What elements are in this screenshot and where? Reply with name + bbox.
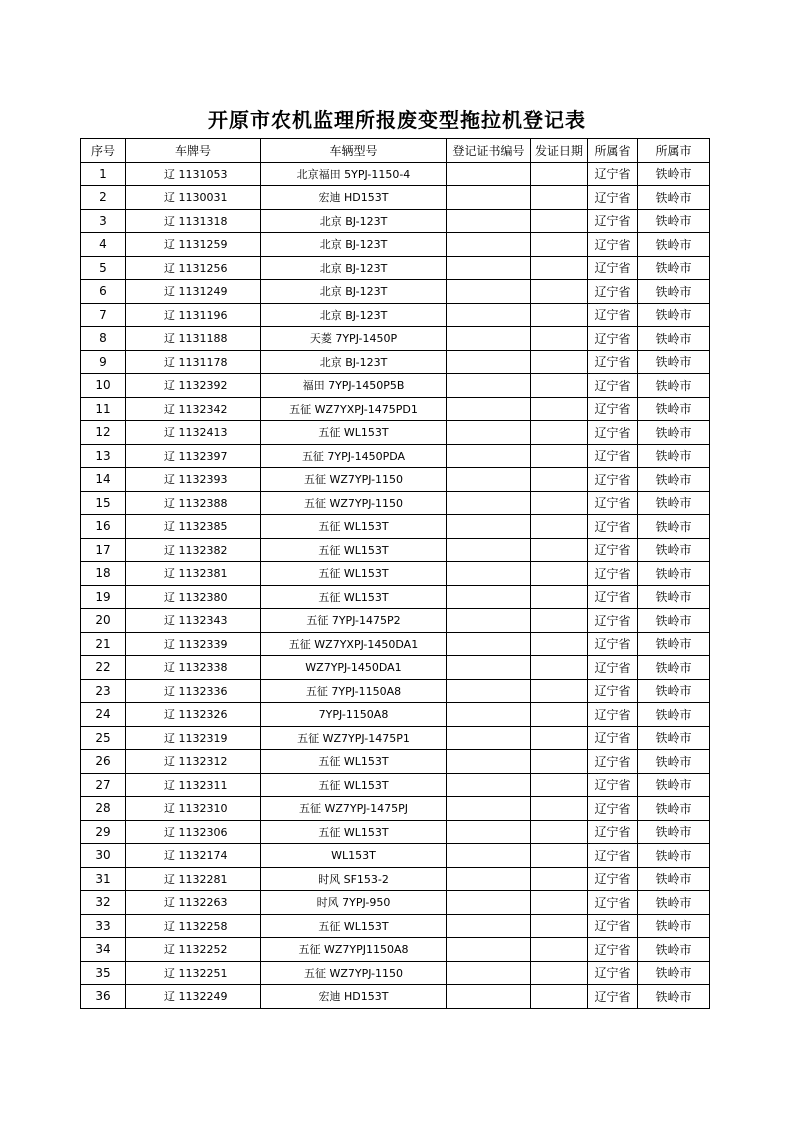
cell-city: 铁岭市 xyxy=(638,421,710,445)
cell-plate-number: 辽 1132388 xyxy=(126,491,261,515)
cell-plate-number: 辽 1132258 xyxy=(126,914,261,938)
cell-issue-date xyxy=(531,867,588,891)
cell-city: 铁岭市 xyxy=(638,444,710,468)
cell-serial-no: 28 xyxy=(81,797,126,821)
cell-certificate-number xyxy=(447,397,531,421)
cell-vehicle-model: 五征 WZ7YPJ-1150 xyxy=(261,468,447,492)
cell-serial-no: 27 xyxy=(81,773,126,797)
cell-vehicle-model: 五征 WL153T xyxy=(261,914,447,938)
cell-issue-date xyxy=(531,303,588,327)
cell-province: 辽宁省 xyxy=(588,374,638,398)
cell-serial-no: 13 xyxy=(81,444,126,468)
table-row xyxy=(81,726,710,750)
cell-certificate-number xyxy=(447,256,531,280)
cell-issue-date xyxy=(531,679,588,703)
cell-issue-date xyxy=(531,186,588,210)
cell-issue-date xyxy=(531,421,588,445)
cell-issue-date xyxy=(531,515,588,539)
cell-issue-date xyxy=(531,280,588,304)
cell-province: 辽宁省 xyxy=(588,797,638,821)
cell-serial-no: 1 xyxy=(81,162,126,186)
cell-serial-no: 33 xyxy=(81,914,126,938)
cell-certificate-number xyxy=(447,632,531,656)
table-row xyxy=(81,327,710,351)
cell-plate-number: 辽 1132339 xyxy=(126,632,261,656)
cell-serial-no: 10 xyxy=(81,374,126,398)
cell-city: 铁岭市 xyxy=(638,797,710,821)
header-serial-no: 序号 xyxy=(81,139,126,163)
cell-plate-number: 辽 1132382 xyxy=(126,538,261,562)
cell-plate-number: 辽 1132251 xyxy=(126,961,261,985)
header-plate-number: 车牌号 xyxy=(126,139,261,163)
cell-vehicle-model: WZ7YPJ-1450DA1 xyxy=(261,656,447,680)
cell-vehicle-model: 五征 WZ7YXPJ-1475PD1 xyxy=(261,397,447,421)
cell-province: 辽宁省 xyxy=(588,656,638,680)
cell-province: 辽宁省 xyxy=(588,303,638,327)
table-row xyxy=(81,820,710,844)
table-row xyxy=(81,585,710,609)
cell-city: 铁岭市 xyxy=(638,914,710,938)
cell-serial-no: 29 xyxy=(81,820,126,844)
cell-plate-number: 辽 1132385 xyxy=(126,515,261,539)
cell-certificate-number xyxy=(447,867,531,891)
cell-vehicle-model: 北京福田 5YPJ-1150-4 xyxy=(261,162,447,186)
cell-plate-number: 辽 1132393 xyxy=(126,468,261,492)
cell-serial-no: 25 xyxy=(81,726,126,750)
cell-serial-no: 21 xyxy=(81,632,126,656)
cell-serial-no: 26 xyxy=(81,750,126,774)
table-row xyxy=(81,538,710,562)
cell-city: 铁岭市 xyxy=(638,891,710,915)
cell-issue-date xyxy=(531,726,588,750)
cell-plate-number: 辽 1131188 xyxy=(126,327,261,351)
cell-plate-number: 辽 1132252 xyxy=(126,938,261,962)
cell-certificate-number xyxy=(447,656,531,680)
cell-plate-number: 辽 1131196 xyxy=(126,303,261,327)
cell-province: 辽宁省 xyxy=(588,162,638,186)
cell-certificate-number xyxy=(447,679,531,703)
cell-province: 辽宁省 xyxy=(588,703,638,727)
cell-plate-number: 辽 1132397 xyxy=(126,444,261,468)
cell-certificate-number xyxy=(447,162,531,186)
cell-vehicle-model: WL153T xyxy=(261,844,447,868)
cell-serial-no: 9 xyxy=(81,350,126,374)
cell-certificate-number xyxy=(447,562,531,586)
cell-city: 铁岭市 xyxy=(638,844,710,868)
cell-plate-number: 辽 1132380 xyxy=(126,585,261,609)
cell-province: 辽宁省 xyxy=(588,867,638,891)
cell-issue-date xyxy=(531,350,588,374)
cell-issue-date xyxy=(531,209,588,233)
cell-province: 辽宁省 xyxy=(588,891,638,915)
cell-city: 铁岭市 xyxy=(638,585,710,609)
table-row xyxy=(81,233,710,257)
table-row xyxy=(81,280,710,304)
cell-vehicle-model: 五征 7YPJ-1475P2 xyxy=(261,609,447,633)
cell-issue-date xyxy=(531,374,588,398)
table-row xyxy=(81,609,710,633)
page-title: 开原市农机监理所报废变型拖拉机登记表 xyxy=(208,108,586,132)
cell-issue-date xyxy=(531,233,588,257)
cell-certificate-number xyxy=(447,374,531,398)
cell-vehicle-model: 五征 WL153T xyxy=(261,820,447,844)
table-row xyxy=(81,656,710,680)
cell-issue-date xyxy=(531,797,588,821)
cell-vehicle-model: 福田 7YPJ-1450P5B xyxy=(261,374,447,398)
cell-city: 铁岭市 xyxy=(638,961,710,985)
cell-plate-number: 辽 1132310 xyxy=(126,797,261,821)
cell-vehicle-model: 时风 7YPJ-950 xyxy=(261,891,447,915)
cell-issue-date xyxy=(531,162,588,186)
table-row xyxy=(81,961,710,985)
cell-city: 铁岭市 xyxy=(638,656,710,680)
cell-certificate-number xyxy=(447,844,531,868)
cell-city: 铁岭市 xyxy=(638,233,710,257)
cell-certificate-number xyxy=(447,327,531,351)
cell-city: 铁岭市 xyxy=(638,350,710,374)
cell-city: 铁岭市 xyxy=(638,609,710,633)
cell-issue-date xyxy=(531,914,588,938)
cell-province: 辽宁省 xyxy=(588,562,638,586)
table-row xyxy=(81,632,710,656)
cell-province: 辽宁省 xyxy=(588,444,638,468)
cell-plate-number: 辽 1132338 xyxy=(126,656,261,680)
cell-vehicle-model: 天菱 7YPJ-1450P xyxy=(261,327,447,351)
cell-vehicle-model: 宏迪 HD153T xyxy=(261,186,447,210)
table-row xyxy=(81,867,710,891)
cell-serial-no: 23 xyxy=(81,679,126,703)
table-row xyxy=(81,703,710,727)
cell-vehicle-model: 五征 WL153T xyxy=(261,421,447,445)
cell-issue-date xyxy=(531,562,588,586)
cell-vehicle-model: 五征 WL153T xyxy=(261,585,447,609)
cell-city: 铁岭市 xyxy=(638,703,710,727)
table-row xyxy=(81,421,710,445)
cell-serial-no: 35 xyxy=(81,961,126,985)
cell-issue-date xyxy=(531,632,588,656)
cell-serial-no: 16 xyxy=(81,515,126,539)
cell-vehicle-model: 北京 BJ-123T xyxy=(261,256,447,280)
table-row xyxy=(81,256,710,280)
cell-province: 辽宁省 xyxy=(588,538,638,562)
cell-province: 辽宁省 xyxy=(588,632,638,656)
cell-vehicle-model: 五征 WL153T xyxy=(261,562,447,586)
cell-issue-date xyxy=(531,256,588,280)
cell-city: 铁岭市 xyxy=(638,280,710,304)
cell-certificate-number xyxy=(447,280,531,304)
header-issue-date: 发证日期 xyxy=(531,139,588,163)
cell-vehicle-model: 五征 WZ7YPJ-1475P1 xyxy=(261,726,447,750)
cell-province: 辽宁省 xyxy=(588,327,638,351)
cell-certificate-number xyxy=(447,773,531,797)
cell-certificate-number xyxy=(447,209,531,233)
cell-plate-number: 辽 1132336 xyxy=(126,679,261,703)
cell-issue-date xyxy=(531,820,588,844)
cell-issue-date xyxy=(531,397,588,421)
table-row xyxy=(81,679,710,703)
cell-province: 辽宁省 xyxy=(588,397,638,421)
cell-vehicle-model: 五征 7YPJ-1150A8 xyxy=(261,679,447,703)
table-row xyxy=(81,938,710,962)
cell-city: 铁岭市 xyxy=(638,209,710,233)
table-row xyxy=(81,914,710,938)
cell-issue-date xyxy=(531,703,588,727)
cell-issue-date xyxy=(531,585,588,609)
cell-city: 铁岭市 xyxy=(638,562,710,586)
cell-vehicle-model: 时风 SF153-2 xyxy=(261,867,447,891)
cell-province: 辽宁省 xyxy=(588,820,638,844)
cell-serial-no: 18 xyxy=(81,562,126,586)
table-row xyxy=(81,303,710,327)
cell-serial-no: 6 xyxy=(81,280,126,304)
cell-certificate-number xyxy=(447,468,531,492)
cell-serial-no: 34 xyxy=(81,938,126,962)
cell-vehicle-model: 五征 WZ7YPJ1150A8 xyxy=(261,938,447,962)
header-province: 所属省 xyxy=(588,139,638,163)
cell-serial-no: 11 xyxy=(81,397,126,421)
cell-plate-number: 辽 1132392 xyxy=(126,374,261,398)
cell-certificate-number xyxy=(447,444,531,468)
header-vehicle-model: 车辆型号 xyxy=(261,139,447,163)
cell-serial-no: 15 xyxy=(81,491,126,515)
cell-plate-number: 辽 1132174 xyxy=(126,844,261,868)
cell-certificate-number xyxy=(447,891,531,915)
cell-city: 铁岭市 xyxy=(638,374,710,398)
cell-certificate-number xyxy=(447,609,531,633)
cell-vehicle-model: 宏迪 HD153T xyxy=(261,985,447,1009)
cell-issue-date xyxy=(531,491,588,515)
cell-province: 辽宁省 xyxy=(588,750,638,774)
header-certificate-number: 登记证书编号 xyxy=(447,139,531,163)
cell-plate-number: 辽 1132312 xyxy=(126,750,261,774)
cell-province: 辽宁省 xyxy=(588,961,638,985)
cell-province: 辽宁省 xyxy=(588,186,638,210)
cell-plate-number: 辽 1132381 xyxy=(126,562,261,586)
cell-plate-number: 辽 1132326 xyxy=(126,703,261,727)
cell-city: 铁岭市 xyxy=(638,468,710,492)
cell-serial-no: 12 xyxy=(81,421,126,445)
cell-issue-date xyxy=(531,773,588,797)
cell-province: 辽宁省 xyxy=(588,585,638,609)
cell-city: 铁岭市 xyxy=(638,162,710,186)
cell-province: 辽宁省 xyxy=(588,844,638,868)
cell-province: 辽宁省 xyxy=(588,491,638,515)
cell-city: 铁岭市 xyxy=(638,679,710,703)
cell-serial-no: 8 xyxy=(81,327,126,351)
cell-issue-date xyxy=(531,938,588,962)
cell-serial-no: 22 xyxy=(81,656,126,680)
cell-plate-number: 辽 1132342 xyxy=(126,397,261,421)
cell-issue-date xyxy=(531,609,588,633)
cell-plate-number: 辽 1131256 xyxy=(126,256,261,280)
cell-province: 辽宁省 xyxy=(588,773,638,797)
table-row xyxy=(81,186,710,210)
cell-issue-date xyxy=(531,468,588,492)
cell-city: 铁岭市 xyxy=(638,491,710,515)
cell-plate-number: 辽 1132249 xyxy=(126,985,261,1009)
cell-certificate-number xyxy=(447,303,531,327)
cell-plate-number: 辽 1131259 xyxy=(126,233,261,257)
cell-certificate-number xyxy=(447,961,531,985)
cell-city: 铁岭市 xyxy=(638,750,710,774)
cell-certificate-number xyxy=(447,726,531,750)
table-row xyxy=(81,750,710,774)
cell-issue-date xyxy=(531,327,588,351)
cell-certificate-number xyxy=(447,515,531,539)
table-body xyxy=(81,162,710,1008)
cell-serial-no: 31 xyxy=(81,867,126,891)
table-row xyxy=(81,374,710,398)
cell-city: 铁岭市 xyxy=(638,256,710,280)
table-row xyxy=(81,491,710,515)
cell-issue-date xyxy=(531,750,588,774)
cell-plate-number: 辽 1132263 xyxy=(126,891,261,915)
cell-city: 铁岭市 xyxy=(638,186,710,210)
cell-plate-number: 辽 1130031 xyxy=(126,186,261,210)
cell-city: 铁岭市 xyxy=(638,538,710,562)
cell-certificate-number xyxy=(447,233,531,257)
cell-plate-number: 辽 1132311 xyxy=(126,773,261,797)
cell-province: 辽宁省 xyxy=(588,609,638,633)
cell-vehicle-model: 五征 WL153T xyxy=(261,515,447,539)
cell-certificate-number xyxy=(447,585,531,609)
cell-serial-no: 7 xyxy=(81,303,126,327)
table-row xyxy=(81,444,710,468)
cell-vehicle-model: 北京 BJ-123T xyxy=(261,280,447,304)
table-row xyxy=(81,397,710,421)
table-row xyxy=(81,209,710,233)
cell-serial-no: 2 xyxy=(81,186,126,210)
cell-city: 铁岭市 xyxy=(638,985,710,1009)
cell-city: 铁岭市 xyxy=(638,820,710,844)
cell-plate-number: 辽 1131178 xyxy=(126,350,261,374)
cell-certificate-number xyxy=(447,703,531,727)
cell-province: 辽宁省 xyxy=(588,280,638,304)
table-row xyxy=(81,562,710,586)
cell-certificate-number xyxy=(447,820,531,844)
cell-serial-no: 17 xyxy=(81,538,126,562)
cell-city: 铁岭市 xyxy=(638,303,710,327)
registration-table xyxy=(80,138,710,1009)
cell-issue-date xyxy=(531,444,588,468)
cell-vehicle-model: 北京 BJ-123T xyxy=(261,303,447,327)
cell-vehicle-model: 五征 WL153T xyxy=(261,773,447,797)
cell-vehicle-model: 7YPJ-1150A8 xyxy=(261,703,447,727)
cell-province: 辽宁省 xyxy=(588,233,638,257)
cell-serial-no: 14 xyxy=(81,468,126,492)
table-row xyxy=(81,515,710,539)
table-row xyxy=(81,162,710,186)
table-row xyxy=(81,350,710,374)
cell-certificate-number xyxy=(447,186,531,210)
cell-serial-no: 4 xyxy=(81,233,126,257)
cell-issue-date xyxy=(531,961,588,985)
cell-certificate-number xyxy=(447,538,531,562)
cell-issue-date xyxy=(531,844,588,868)
cell-serial-no: 36 xyxy=(81,985,126,1009)
cell-province: 辽宁省 xyxy=(588,938,638,962)
cell-province: 辽宁省 xyxy=(588,515,638,539)
cell-issue-date xyxy=(531,891,588,915)
cell-vehicle-model: 五征 WL153T xyxy=(261,538,447,562)
cell-province: 辽宁省 xyxy=(588,679,638,703)
cell-vehicle-model: 北京 BJ-123T xyxy=(261,233,447,257)
cell-plate-number: 辽 1131249 xyxy=(126,280,261,304)
cell-certificate-number xyxy=(447,914,531,938)
cell-serial-no: 20 xyxy=(81,609,126,633)
table-row xyxy=(81,985,710,1009)
cell-certificate-number xyxy=(447,985,531,1009)
table-row xyxy=(81,773,710,797)
cell-issue-date xyxy=(531,538,588,562)
table-row xyxy=(81,891,710,915)
cell-serial-no: 19 xyxy=(81,585,126,609)
cell-province: 辽宁省 xyxy=(588,256,638,280)
cell-vehicle-model: 五征 WZ7YPJ-1150 xyxy=(261,491,447,515)
cell-plate-number: 辽 1132319 xyxy=(126,726,261,750)
cell-plate-number: 辽 1132281 xyxy=(126,867,261,891)
cell-issue-date xyxy=(531,656,588,680)
table-row xyxy=(81,797,710,821)
cell-serial-no: 24 xyxy=(81,703,126,727)
cell-issue-date xyxy=(531,985,588,1009)
header-row xyxy=(81,139,710,163)
cell-vehicle-model: 北京 BJ-123T xyxy=(261,209,447,233)
cell-province: 辽宁省 xyxy=(588,985,638,1009)
cell-city: 铁岭市 xyxy=(638,867,710,891)
cell-province: 辽宁省 xyxy=(588,209,638,233)
cell-city: 铁岭市 xyxy=(638,327,710,351)
cell-province: 辽宁省 xyxy=(588,726,638,750)
table-row xyxy=(81,844,710,868)
cell-vehicle-model: 五征 WL153T xyxy=(261,750,447,774)
cell-plate-number: 辽 1132343 xyxy=(126,609,261,633)
cell-certificate-number xyxy=(447,797,531,821)
cell-city: 铁岭市 xyxy=(638,938,710,962)
cell-city: 铁岭市 xyxy=(638,773,710,797)
cell-plate-number: 辽 1131318 xyxy=(126,209,261,233)
cell-serial-no: 32 xyxy=(81,891,126,915)
cell-vehicle-model: 五征 WZ7YPJ-1475PJ xyxy=(261,797,447,821)
cell-province: 辽宁省 xyxy=(588,914,638,938)
cell-vehicle-model: 五征 WZ7YPJ-1150 xyxy=(261,961,447,985)
cell-plate-number: 辽 1132306 xyxy=(126,820,261,844)
cell-city: 铁岭市 xyxy=(638,632,710,656)
cell-certificate-number xyxy=(447,491,531,515)
cell-city: 铁岭市 xyxy=(638,397,710,421)
cell-vehicle-model: 五征 7YPJ-1450PDA xyxy=(261,444,447,468)
cell-certificate-number xyxy=(447,421,531,445)
cell-plate-number: 辽 1132413 xyxy=(126,421,261,445)
cell-serial-no: 30 xyxy=(81,844,126,868)
header-city: 所属市 xyxy=(638,139,710,163)
cell-serial-no: 5 xyxy=(81,256,126,280)
cell-vehicle-model: 北京 BJ-123T xyxy=(261,350,447,374)
cell-city: 铁岭市 xyxy=(638,726,710,750)
cell-city: 铁岭市 xyxy=(638,515,710,539)
cell-province: 辽宁省 xyxy=(588,468,638,492)
cell-serial-no: 3 xyxy=(81,209,126,233)
cell-province: 辽宁省 xyxy=(588,421,638,445)
cell-province: 辽宁省 xyxy=(588,350,638,374)
cell-certificate-number xyxy=(447,750,531,774)
cell-plate-number: 辽 1131053 xyxy=(126,162,261,186)
table-row xyxy=(81,468,710,492)
cell-vehicle-model: 五征 WZ7YXPJ-1450DA1 xyxy=(261,632,447,656)
cell-certificate-number xyxy=(447,350,531,374)
cell-certificate-number xyxy=(447,938,531,962)
